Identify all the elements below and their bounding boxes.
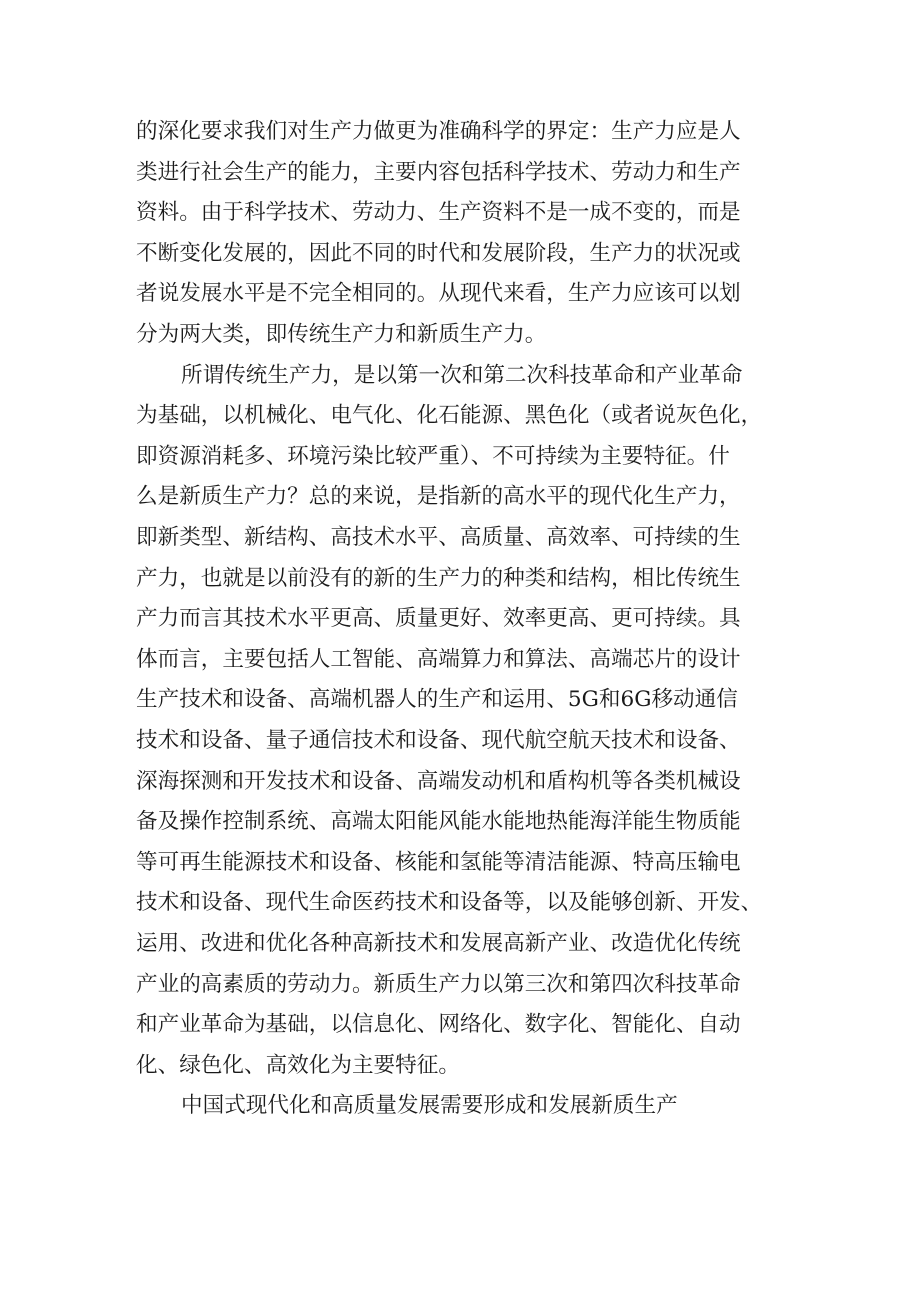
text-line: 运用、改进和优化各种高新技术和发展高新产业、改造优化传统 [136,931,741,956]
text-line: 化、绿色化、高效化为主要特征。 [136,1052,460,1078]
text-line: 深海探测和开发技术和设备、高端发动机和盾构机等各类机械设 [136,768,741,794]
text-line: 备及操作控制系统、高端太阳能风能水能地热能海洋能生物质能 [136,809,741,835]
text-line: 分为两大类，即传统生产力和新质生产力。 [136,322,547,347]
text-line: 产力，也就是以前没有的新的生产力的种类和结构，相比传统生 [136,565,741,591]
text-line: 生产技术和设备、高端机器人的生产和运用、5G和6G移动通信 [136,687,738,713]
text-line: 即新类型、新结构、高技术水平、高质量、高效率、可持续的生 [136,525,741,550]
text-line: 等可再生能源技术和设备、核能和氢能等清洁能源、特高压输电 [136,849,741,875]
text-line: 体而言，主要包括人工智能、高端算力和算法、高端芯片的设计 [136,646,741,672]
text-line: 者说发展水平是不完全相同的。从现代来看，生产力应该可以划 [136,281,741,307]
text-line: 技术和设备、现代生命医药技术和设备等，以及能够创新、开发、 [136,890,763,916]
text-line: 产业的高素质的劳动力。新质生产力以第三次和第四次科技革命 [136,971,741,997]
text-line: 的深化要求我们对生产力做更为准确科学的界定：生产力应是人 [136,119,741,144]
text-line: 即资源消耗多、环境污染比较严重）、不可持续为主要特征。什 [136,443,730,469]
text-line: 产力而言其技术水平更高、质量更好、效率更高、更可持续。具 [136,606,741,632]
text-line: 资料。由于科学技术、劳动力、生产资料不是一成不变的，而是 [136,200,741,226]
text-line: 为基础，以机械化、电气化、化石能源、黑色化（或者说灰色化， [136,403,763,429]
text-line: 么是新质生产力？总的来说，是指新的高水平的现代化生产力， [136,484,741,510]
text-line: 所谓传统生产力，是以第一次和第二次科技革命和产业革命 [181,362,743,388]
text-line: 不断变化发展的，因此不同的时代和发展阶段，生产力的状况或 [136,240,741,266]
text-line: 和产业革命为基础，以信息化、网络化、数字化、智能化、自动 [136,1012,741,1038]
text-line: 类进行社会生产的能力，主要内容包括科学技术、劳动力和生产 [136,159,741,185]
text-line: 技术和设备、量子通信技术和设备、现代航空航天技术和设备、 [136,728,741,753]
text-line: 中国式现代化和高质量发展需要形成和发展新质生产 [181,1093,678,1119]
